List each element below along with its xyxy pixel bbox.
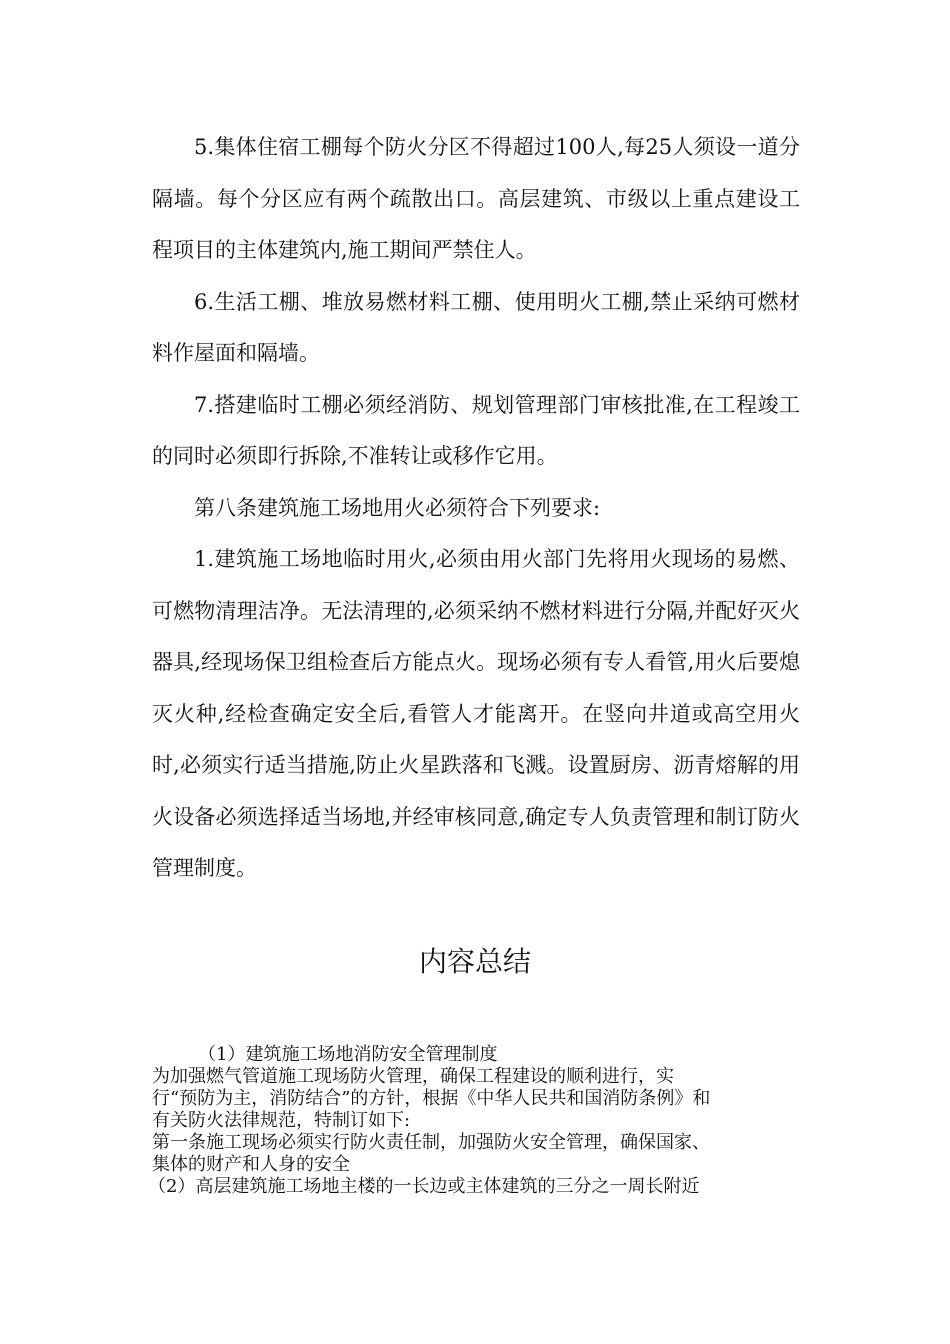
paragraph-item-6: 6.生活工棚、堆放易燃材料工棚、使用明火工棚,禁止采纳可燃材料作屋面和隔墙。 (152, 289, 800, 365)
summary-line: （2）高层建筑施工场地主楼的一长边或主体建筑的三分之一周长附近 (148, 1176, 700, 1197)
summary-line: 第一条施工现场必须实行防火责任制，加强防火安全管理，确保国家、 (152, 1132, 710, 1153)
paragraph-article-8-item-1: 1.建筑施工场地临时用火,必须由用火部门先将用火现场的易燃、可燃物清理洁净。无法清理的,必须采纳不燃材料进行分隔,并配好灭火器具,经现场保卫组检查后方能点火。现场必须有专人看管,用火后要熄灭火种,经检查确定安全后,看管人才能离开。在竖向井道或高空用火时,必须实行适当措施,防止火星跌落和飞溅。设置厨房、沥青熔解的用火设备必须选择适当场地,并经审核同意,确定专人负责管理和制订防火管理制度。 (152, 547, 800, 880)
summary-line: 行“预防为主，消防结合”的方针，根据《中华人民共和国消防条例》和 (152, 1088, 711, 1109)
summary-line: （1）建筑施工场地消防安全管理制度 (198, 1044, 498, 1065)
summary-line: 集体的财产和人身的安全 (152, 1154, 350, 1175)
summary-heading: 内容总结 (418, 945, 531, 978)
summary-line: 为加强燃气管道施工现场防火管理，确保工程建设的顺利进行，实 (152, 1066, 674, 1087)
paragraph-item-5: 5.集体住宿工棚每个防火分区不得超过100人,每25人须设一道分隔墙。每个分区应有两个疏散出口。高层建筑、市级以上重点建设工程项目的主体建筑内,施工期间严禁住人。 (152, 135, 800, 262)
summary-section (148, 1044, 812, 1198)
summary-line: 有关防火法律规范，特制订如下: (152, 1110, 411, 1131)
paragraph-article-8: 第八条建筑施工场地用火必须符合下列要求: (194, 495, 601, 520)
body-text (152, 122, 800, 895)
paragraph-item-7: 7.搭建临时工棚必须经消防、规划管理部门审核批准,在工程竣工的同时必须即行拆除,不准转让或移作它用。 (152, 392, 800, 468)
